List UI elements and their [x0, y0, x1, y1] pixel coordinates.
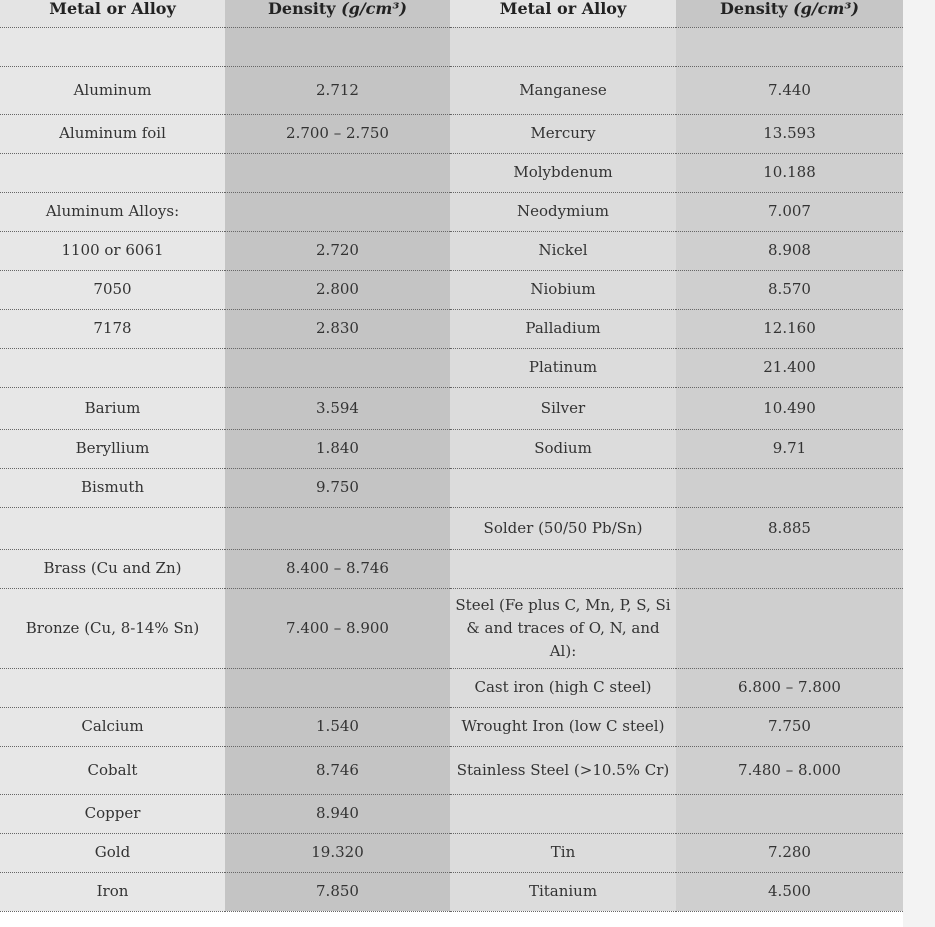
metal-cell: 7050 — [0, 270, 225, 309]
metal-cell: Aluminum Alloys: — [0, 192, 225, 231]
metal-cell: Niobium — [450, 270, 676, 309]
density-cell: 8.570 — [676, 270, 903, 309]
density-cell — [676, 794, 903, 833]
metal-cell: Beryllium — [0, 429, 225, 468]
metal-cell: Iron — [0, 872, 225, 911]
density-cell: 8.908 — [676, 231, 903, 270]
metal-cell — [450, 794, 676, 833]
density-cell: 2.800 — [225, 270, 450, 309]
density-cell: 7.850 — [225, 872, 450, 911]
density-cell: 8.885 — [676, 507, 903, 549]
table-row — [0, 468, 903, 507]
metal-cell: Palladium — [450, 309, 676, 348]
metal-cell: Steel (Fe plus C, Mn, P, S, Si & and traces of O, N, and Al): — [450, 588, 676, 668]
metal-cell: Solder (50/50 Pb/Sn) — [450, 507, 676, 549]
header-density-left — [225, 0, 450, 27]
density-cell: 7.480 – 8.000 — [676, 746, 903, 794]
table-row — [0, 794, 903, 833]
table-row — [0, 746, 903, 794]
metal-cell — [450, 27, 676, 66]
table-row — [0, 387, 903, 429]
table-row — [0, 270, 903, 309]
metal-cell: Stainless Steel (>10.5% Cr) — [450, 746, 676, 794]
table-row — [0, 872, 903, 911]
table-row — [0, 549, 903, 588]
table-row — [0, 114, 903, 153]
density-cell: 9.71 — [676, 429, 903, 468]
density-cell — [225, 153, 450, 192]
metal-cell: Neodymium — [450, 192, 676, 231]
density-cell: 7.007 — [676, 192, 903, 231]
density-cell: 21.400 — [676, 348, 903, 387]
density-cell — [225, 507, 450, 549]
header-metal-or-alloy-left: Metal or Alloy — [0, 0, 225, 27]
density-cell: 12.160 — [676, 309, 903, 348]
metal-cell: Manganese — [450, 66, 676, 114]
table-row — [0, 507, 903, 549]
density-cell: 6.800 – 7.800 — [676, 668, 903, 707]
metal-cell: Platinum — [450, 348, 676, 387]
density-cell: 7.440 — [676, 66, 903, 114]
metal-cell — [0, 668, 225, 707]
metal-cell: Wrought Iron (low C steel) — [450, 707, 676, 746]
density-cell — [676, 468, 903, 507]
header-density-right — [676, 0, 903, 27]
density-cell: 2.700 – 2.750 — [225, 114, 450, 153]
metal-cell: Aluminum foil — [0, 114, 225, 153]
metal-cell: Cast iron (high C steel) — [450, 668, 676, 707]
metal-cell — [0, 507, 225, 549]
metal-cell: Gold — [0, 833, 225, 872]
density-cell: 7.750 — [676, 707, 903, 746]
header-density-right-unit: (g/cm³) — [793, 0, 859, 18]
density-cell: 1.840 — [225, 429, 450, 468]
metal-cell — [0, 27, 225, 66]
density-cell: 2.720 — [225, 231, 450, 270]
density-cell: 10.490 — [676, 387, 903, 429]
density-cell — [225, 668, 450, 707]
density-cell: 10.188 — [676, 153, 903, 192]
density-cell: 3.594 — [225, 387, 450, 429]
density-cell — [676, 549, 903, 588]
density-cell — [225, 27, 450, 66]
metal-cell: Brass (Cu and Zn) — [0, 549, 225, 588]
density-cell: 1.540 — [225, 707, 450, 746]
metal-cell: Titanium — [450, 872, 676, 911]
table-row — [0, 668, 903, 707]
table-row — [0, 348, 903, 387]
metal-cell: Mercury — [450, 114, 676, 153]
density-cell: 19.320 — [225, 833, 450, 872]
density-cell — [225, 348, 450, 387]
density-cell: 2.712 — [225, 66, 450, 114]
density-cell — [676, 27, 903, 66]
metal-cell — [0, 153, 225, 192]
metal-cell: Silver — [450, 387, 676, 429]
metal-cell: Bismuth — [0, 468, 225, 507]
density-cell: 8.940 — [225, 794, 450, 833]
metal-cell: Nickel — [450, 231, 676, 270]
table-row — [0, 707, 903, 746]
metal-cell — [450, 468, 676, 507]
metal-cell: Aluminum — [0, 66, 225, 114]
metal-cell: Sodium — [450, 429, 676, 468]
metal-cell: Tin — [450, 833, 676, 872]
table-row — [0, 231, 903, 270]
header-density-left-label: Density — [268, 0, 342, 18]
density-cell: 8.746 — [225, 746, 450, 794]
density-cell — [225, 192, 450, 231]
header-density-right-label: Density — [720, 0, 794, 18]
header-row — [0, 0, 903, 27]
table-row — [0, 429, 903, 468]
metal-cell — [450, 549, 676, 588]
metal-cell: Bronze (Cu, 8-14% Sn) — [0, 588, 225, 668]
right-gutter — [903, 0, 935, 927]
metal-cell: 7178 — [0, 309, 225, 348]
table-row — [0, 27, 903, 66]
header-density-left-unit: (g/cm³) — [341, 0, 407, 18]
density-cell: 8.400 – 8.746 — [225, 549, 450, 588]
table-row — [0, 588, 903, 668]
density-cell: 13.593 — [676, 114, 903, 153]
metal-cell: Barium — [0, 387, 225, 429]
density-cell: 7.280 — [676, 833, 903, 872]
metal-cell — [0, 348, 225, 387]
density-cell: 9.750 — [225, 468, 450, 507]
header-metal-or-alloy-right: Metal or Alloy — [450, 0, 676, 27]
table-row — [0, 153, 903, 192]
metal-cell: Cobalt — [0, 746, 225, 794]
metal-cell: Molybdenum — [450, 153, 676, 192]
table-row — [0, 833, 903, 872]
density-cell: 7.400 – 8.900 — [225, 588, 450, 668]
metal-cell: Calcium — [0, 707, 225, 746]
metal-cell: 1100 or 6061 — [0, 231, 225, 270]
table-row — [0, 66, 903, 114]
density-cell: 2.830 — [225, 309, 450, 348]
table-row — [0, 309, 903, 348]
metal-cell: Copper — [0, 794, 225, 833]
density-cell — [676, 588, 903, 668]
density-cell: 4.500 — [676, 872, 903, 911]
table-row — [0, 192, 903, 231]
